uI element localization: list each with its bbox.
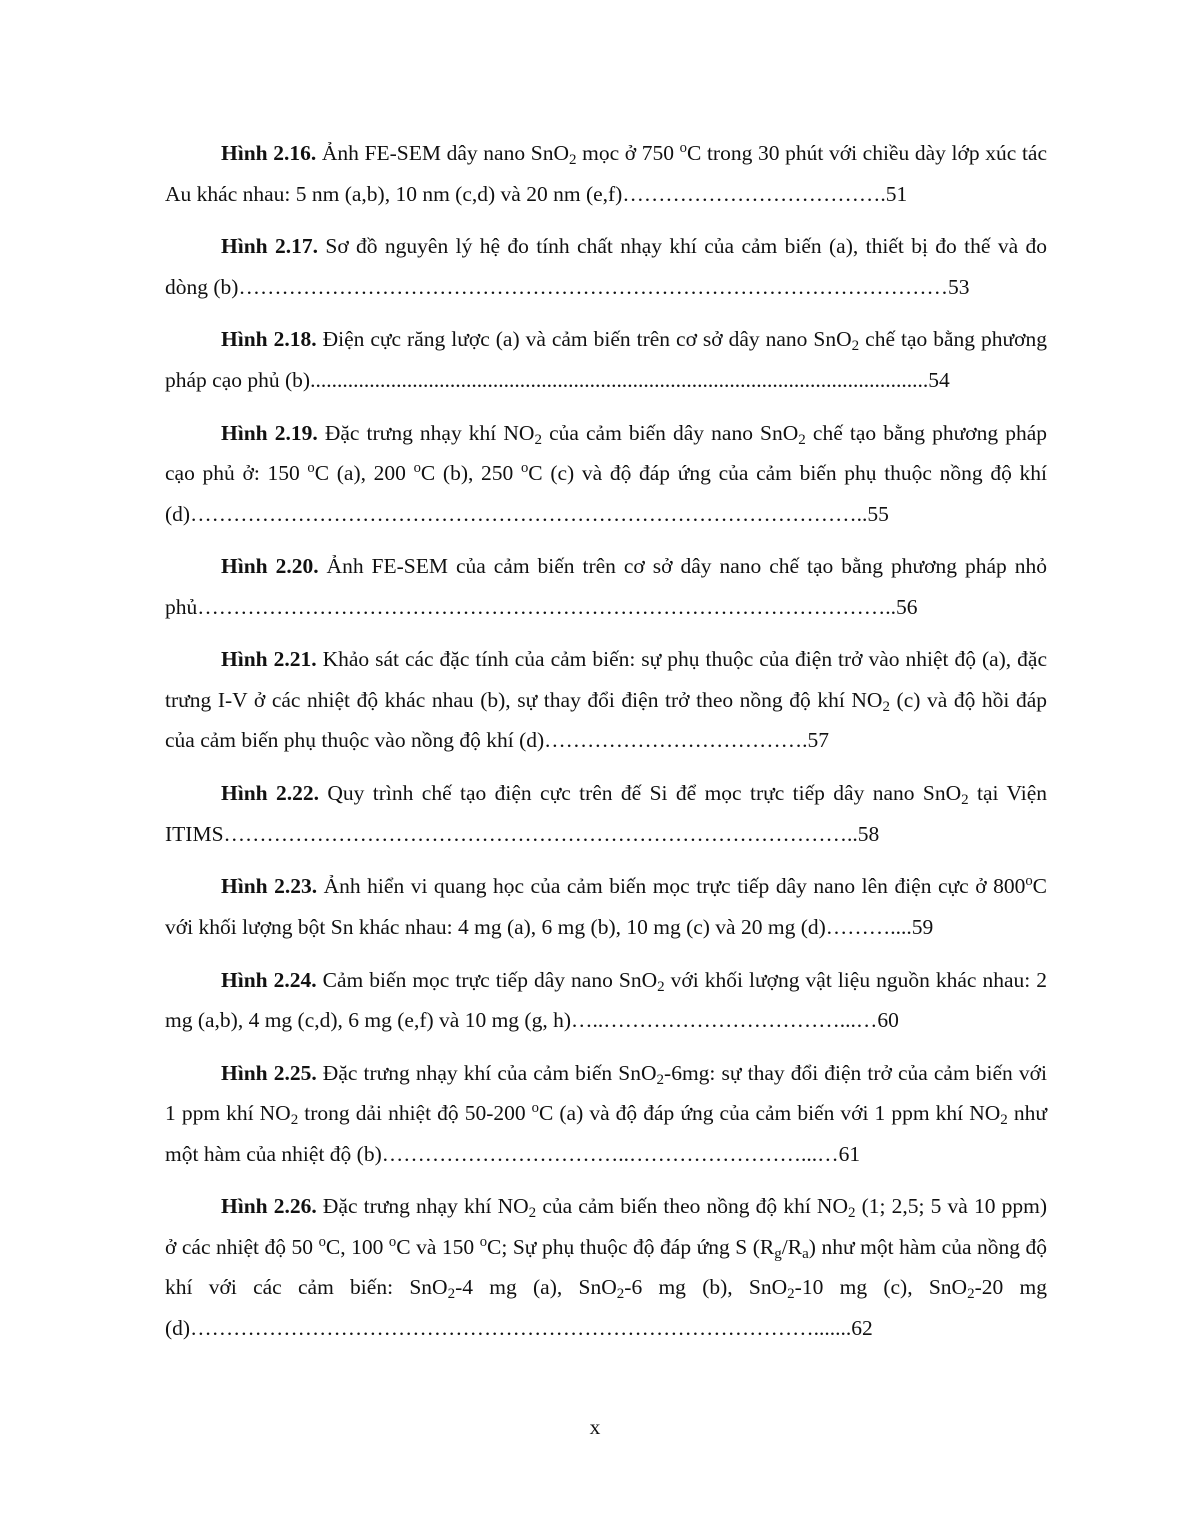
- dot-leader: ……………………………………………………………………………..: [223, 821, 858, 846]
- figure-entry: [165, 639, 1047, 761]
- figure-entry: [165, 866, 1047, 947]
- figure-caption: Khảo sát các đặc tính của cảm biến: sự phụ thuộc của điện trở vào nhiệt độ (a), đặc trưng I-V ở các nhiệt độ khác nhau (b), sự thay đổi điện trở theo nồng độ khí $NO_2$ (c) và độ hồi đáp của cảm biến phụ thuộc vào nồng độ khí (d): [165, 647, 1048, 753]
- figure-caption: Đặc trưng nhạy khí của cảm biến SnO$_2$-6mg: sự thay đổi điện trở của cảm biến với 1 ppm khí $NO_2$ trong dải nhiệt độ 50-200 $^o$C (a) và độ đáp ứng của cảm biến với 1 ppm khí $NO_2$ như một hàm của nhiệt độ (b): [165, 1060, 1047, 1166]
- figure-label: Hình 2.21.: [221, 647, 317, 672]
- figure-label: Hình 2.22.: [221, 781, 319, 806]
- figure-caption: Quy trình chế tạo điện cực trên đế Si để mọc trực tiếp dây nano SnO$_2$ tại Viện ITIMS: [165, 781, 1048, 846]
- figure-entry: [165, 773, 1047, 854]
- dot-leader: ………………………………………………………………………………………: [238, 274, 948, 299]
- figure-entry: [165, 1186, 1047, 1348]
- dot-leader: …..……………………………...…: [571, 1008, 878, 1032]
- figure-label: Hình 2.23.: [221, 874, 318, 899]
- figure-page-number: 61: [838, 1141, 861, 1166]
- figure-label: Hình 2.26.: [221, 1194, 317, 1219]
- figure-caption: Sơ đồ nguyên lý hệ đo tính chất nhạy khí của cảm biến (a), thiết bị đo thế và đo dòng (b): [165, 234, 1047, 299]
- figure-label: Hình 2.19.: [221, 420, 318, 445]
- figure-page-number: 51: [885, 181, 908, 206]
- figure-label: Hình 2.25.: [221, 1060, 317, 1085]
- figure-entry: [165, 960, 1047, 1041]
- figure-label: Hình 2.16.: [221, 141, 317, 165]
- figure-page-number: 57: [807, 728, 830, 753]
- figure-label: Hình 2.17.: [221, 234, 318, 259]
- figure-entry: [165, 546, 1047, 627]
- dot-leader: ……………………………..……………………...…: [381, 1141, 839, 1166]
- figure-entry: [165, 1053, 1047, 1175]
- figure-page-number: 56: [896, 594, 918, 619]
- figure-page-number: 58: [857, 821, 880, 846]
- figure-label: Hình 2.18.: [221, 327, 317, 352]
- figure-page-number: 53: [947, 274, 970, 299]
- page-number: x: [589, 1415, 601, 1439]
- figure-caption: Cảm biến mọc trực tiếp dây nano SnO$_2$ với khối lượng vật liệu nguồn khác nhau: 2 mg (a,b), 4 mg (c,d), 6 mg (e,f) và 10 mg (g, h): [165, 967, 1048, 1032]
- figure-page-number: 54: [928, 367, 950, 392]
- list-of-figures: [165, 133, 1047, 1361]
- figure-entry: [165, 133, 1047, 214]
- figure-caption: Đặc trưng nhạy khí $NO_2$ của cảm biến theo nồng độ khí $NO_2$ (1; 2,5; 5 và 10 ppm) ở các nhiệt độ 50 $^o$C, 100 $^o$C và 150 $^o$C; Sự phụ thuộc độ đáp ứng S $(R_g/R_a)$ như một hàm của nồng độ khí với các cảm biến: SnO$_2$-4 mg (a), SnO$_2$-6 mg (b), SnO$_2$-10 mg (c), SnO$_2$-20 mg (d): [165, 1194, 1048, 1340]
- figure-label: Hình 2.24.: [221, 967, 317, 992]
- figure-caption: Ảnh FE-SEM của cảm biến trên cơ sở dây nano chế tạo bằng phương pháp nhỏ phủ: [165, 554, 1047, 619]
- figure-entry: [165, 226, 1047, 307]
- figure-caption: Đặc trưng nhạy khí $NO_2$ của cảm biến dây nano SnO$_2$ chế tạo bằng phương pháp cạo phủ ở: 150 $^o$C (a), 200 $^o$C (b), 250 $^o$C (c) và độ đáp ứng của cảm biến phụ thuộc nồng độ khí (d): [165, 420, 1048, 526]
- dot-leader: ...................................................................................................................: [310, 367, 929, 392]
- dot-leader: …………………………………………………………………………….......: [190, 1315, 852, 1340]
- figure-page-number: 55: [867, 501, 889, 526]
- dot-leader: ……………………………………………………………………………………..: [197, 594, 896, 619]
- figure-caption: Ảnh FE-SEM dây nano SnO$_2$ mọc ở 750 $^o$C trong 30 phút với chiều dày lớp xúc tác Au khác nhau: 5 nm (a,b), 10 nm (c,d) và 20 nm (e,f): [165, 139, 1047, 206]
- dot-leader: ……………………………….: [544, 728, 808, 753]
- figure-page-number: 59: [911, 914, 934, 939]
- figure-page-number: 62: [851, 1315, 873, 1340]
- dot-leader: ……………………………….: [622, 181, 886, 206]
- figure-caption: Điện cực răng lược (a) và cảm biến trên cơ sở dây nano SnO$_2$ chế tạo bằng phương pháp cạo phủ (b): [165, 327, 1048, 392]
- dot-leader: ………....: [825, 914, 912, 939]
- figure-entry: [165, 413, 1047, 535]
- dot-leader: …………………………………………………………………………………..: [190, 501, 868, 526]
- figure-caption: Ảnh hiển vi quang học của cảm biến mọc trực tiếp dây nano lên điện cực ở 800$^o$C với khối lượng bột Sn khác nhau: 4 mg (a), 6 mg (b), 10 mg (c) và 20 mg (d): [165, 873, 1047, 939]
- figure-page-number: 60: [877, 1008, 899, 1032]
- figure-label: Hình 2.20.: [221, 554, 319, 579]
- figure-entry: [165, 319, 1047, 400]
